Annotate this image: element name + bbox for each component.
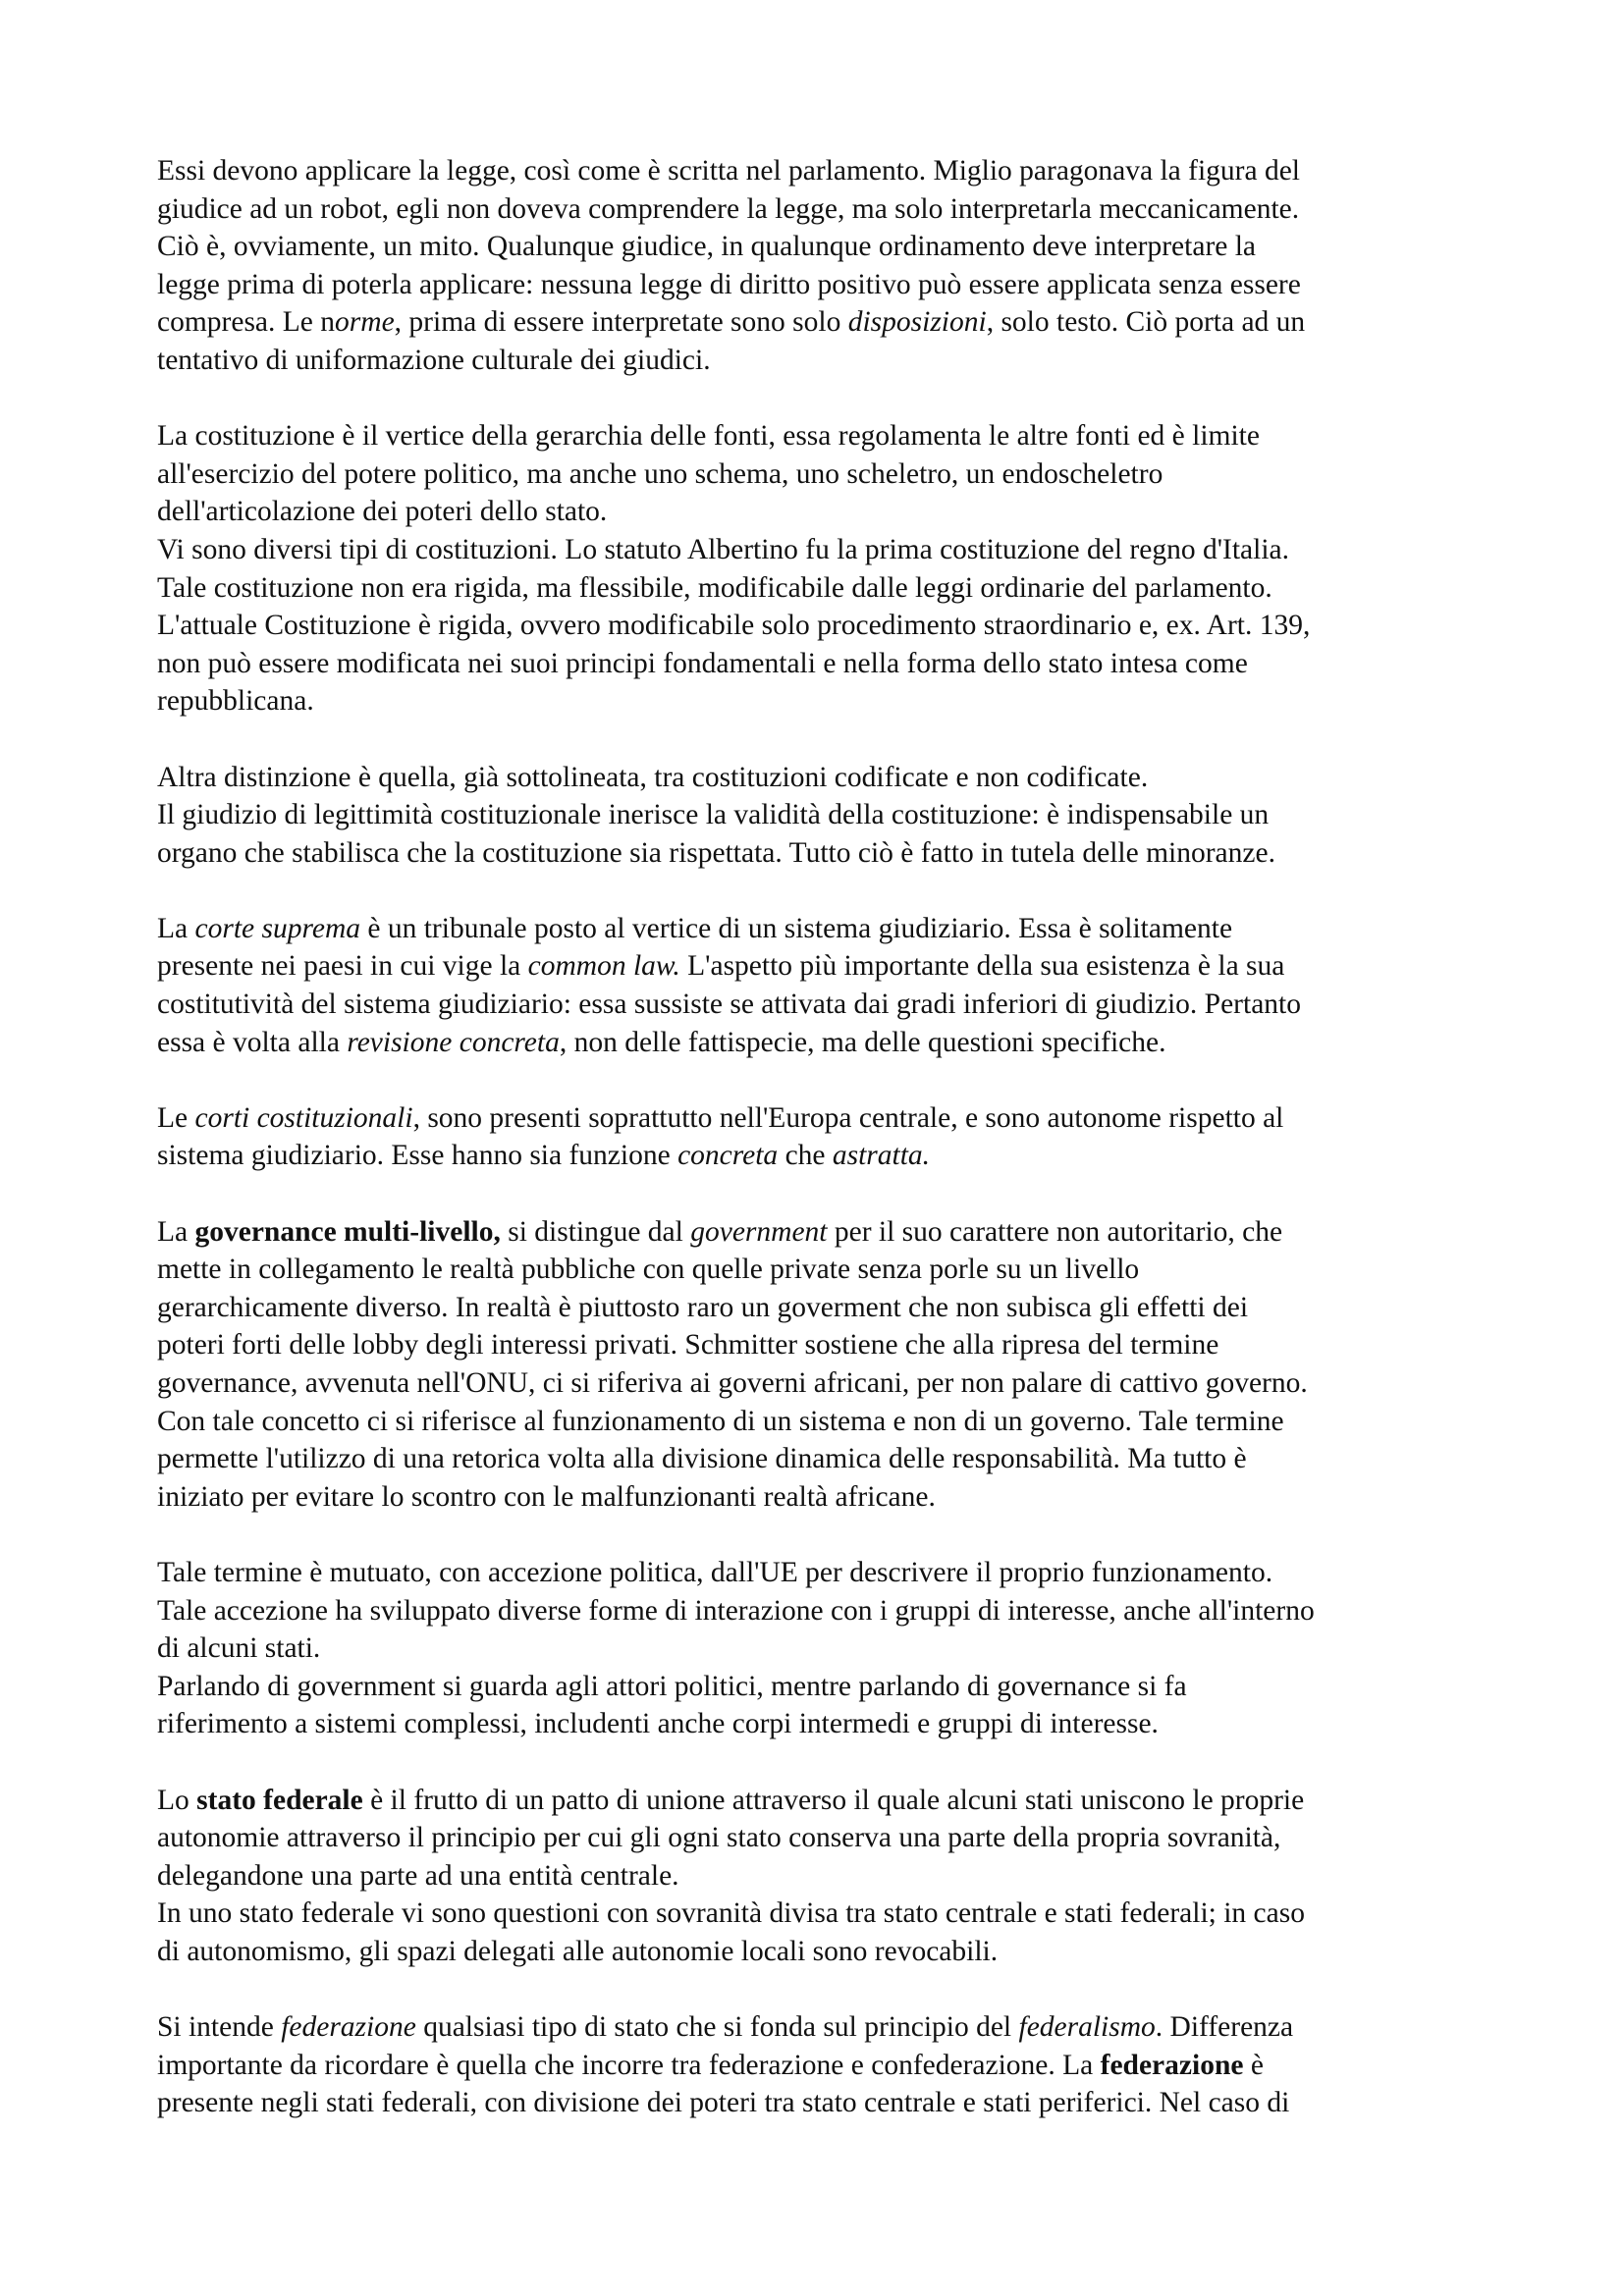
text-line [157, 1289, 1488, 1327]
text-run: permette l'utilizzo di una retorica volta alla divisione dinamica delle responsabilità. Ma tutto è [157, 1443, 1247, 1475]
text-run: Altra distinzione è quella, già sottolineata, tra costituzioni codificate e non codificate. [157, 761, 1149, 793]
text-run: Tale termine è mutuato, con accezione politica, dall'UE per descrivere il proprio funzionamento. [157, 1556, 1273, 1588]
text-line [157, 947, 1488, 986]
italic-term: federazione [281, 2011, 416, 2044]
text-line [157, 1137, 1488, 1175]
text-line [157, 493, 1488, 531]
paragraph-p9 [157, 2008, 1488, 2122]
text-line [157, 152, 1488, 190]
text-line [157, 1024, 1488, 1062]
text-run: non può essere modificata nei suoi principi fondamentali e nella forma dello stato intesa come [157, 647, 1248, 679]
text-run: è un tribunale posto al vertice di un sistema giudiziario. Essa è solitamente [360, 912, 1233, 944]
text-line [157, 682, 1488, 721]
text-run: delegandone una parte ad una entità centrale. [157, 1859, 679, 1892]
paragraph-p1 [157, 152, 1488, 380]
text-run: all'esercizio del potere politico, ma anche uno schema, uno scheletro, un endoscheletro [157, 457, 1163, 490]
text-line [157, 190, 1488, 229]
text-line [157, 1403, 1488, 1441]
text-run: Ciò è, ovviamente, un mito. Qualunque giudice, in qualunque ordinamento deve interpretare la [157, 231, 1257, 263]
text-line [157, 228, 1488, 266]
paragraph-p4 [157, 910, 1488, 1061]
paragraph-p8 [157, 1782, 1488, 1971]
text-run: costitutività del sistema giudiziario: essa sussiste se attivata dai gradi inferiori di giudizio. Pertanto [157, 988, 1301, 1021]
bold-term: governance multi-livello, [194, 1215, 501, 1248]
text-run: di alcuni stati. [157, 1632, 321, 1665]
text-line [157, 1099, 1488, 1138]
text-run: autonomie attraverso il principio per cui gli ogni stato conserva una parte della propria sovranità, [157, 1822, 1281, 1854]
text-line [157, 1326, 1488, 1364]
text-run: legge prima di poterla applicare: nessuna legge di diritto positivo può essere applicata senza essere [157, 268, 1301, 300]
italic-term: orme [335, 306, 395, 339]
text-line [157, 455, 1488, 494]
text-run: gerarchicamente diverso. In realtà è piuttosto raro un goverment che non subisca gli effetti dei [157, 1291, 1249, 1323]
text-run: importante da ricordare è quella che incorre tra federazione e confederazione. La [157, 2049, 1101, 2081]
italic-term: disposizioni [847, 306, 987, 339]
text-line [157, 607, 1488, 645]
text-run: Lo [157, 1784, 197, 1816]
text-run: L'attuale Costituzione è rigida, ovvero modificabile solo procedimento straordinario e, ex. Art. 139, [157, 610, 1311, 642]
paragraph-p3 [157, 759, 1488, 873]
text-run: Parlando di government si guarda agli attori politici, mentre parlando di governance si fa [157, 1670, 1187, 1702]
text-run: qualsiasi tipo di stato che si fonda sul principio del [415, 2011, 1019, 2044]
text-line [157, 1213, 1488, 1252]
text-line [157, 1251, 1488, 1289]
text-run: compresa. Le n [157, 306, 336, 339]
text-run: governance, avvenuta nell'ONU, ci si riferiva ai governi africani, per non palare di cattivo governo. [157, 1367, 1308, 1399]
text-run: poteri forti delle lobby degli interessi privati. Schmitter sostiene che alla ripresa del termine [157, 1329, 1219, 1362]
text-run: di autonomismo, gli spazi delegati alle autonomie locali sono revocabili. [157, 1935, 999, 1967]
text-line [157, 1478, 1488, 1517]
document-body [157, 152, 1488, 2122]
paragraph-p6 [157, 1213, 1488, 1517]
text-run: giudice ad un robot, egli non doveva comprendere la legge, ma solo interpretarla meccanicamente. [157, 192, 1300, 225]
text-line [157, 531, 1488, 569]
text-line [157, 645, 1488, 683]
text-run: Si intende [157, 2011, 282, 2044]
text-line [157, 2084, 1488, 2122]
text-run: che [778, 1140, 833, 1172]
text-run: è [1243, 2049, 1264, 2081]
paragraph-p2 [157, 417, 1488, 721]
text-run: La [157, 912, 195, 944]
text-run: Essi devono applicare la legge, così come è scritta nel parlamento. Miglio paragonava la figura del [157, 155, 1300, 187]
text-run: Con tale concetto ci si riferisce al funzionamento di un sistema e non di un governo. Tale termine [157, 1405, 1284, 1437]
text-line [157, 417, 1488, 455]
italic-term: revisione concreta [347, 1026, 560, 1058]
text-run: Tale accezione ha sviluppato diverse forme di interazione con i gruppi di interesse, anche all'interno [157, 1594, 1315, 1627]
text-run: La costituzione è il vertice della gerarchia delle fonti, essa regolamenta le altre fonti ed è limite [157, 420, 1260, 453]
text-run: presente negli stati federali, con divisione dei poteri tra stato centrale e stati periferici. Nel caso di [157, 2087, 1290, 2119]
text-run: presente nei paesi in cui vige la [157, 950, 528, 983]
italic-term: government [690, 1215, 828, 1248]
italic-term: concreta [677, 1140, 779, 1172]
text-run: sistema giudiziario. Esse hanno sia funzione [157, 1140, 678, 1172]
text-run: per il suo carattere non autoritario, che [827, 1215, 1283, 1248]
paragraph-p5 [157, 1099, 1488, 1175]
text-run: , solo testo. Ciò porta ad un [986, 306, 1306, 339]
text-line [157, 1668, 1488, 1706]
text-line [157, 1592, 1488, 1630]
text-line [157, 266, 1488, 304]
text-line [157, 759, 1488, 797]
text-run: Tale costituzione non era rigida, ma flessibile, modificabile dalle leggi ordinarie del parlamento. [157, 571, 1272, 604]
italic-term: corte suprema [194, 912, 361, 944]
text-run: organo che stabilisca che la costituzione sia rispettata. Tutto ciò è fatto in tutela delle minoranze. [157, 836, 1275, 869]
text-line [157, 569, 1488, 608]
paragraph-p7 [157, 1554, 1488, 1743]
text-line [157, 986, 1488, 1024]
text-line [157, 303, 1488, 342]
text-line [157, 1629, 1488, 1668]
text-run: La [157, 1215, 195, 1248]
text-line [157, 796, 1488, 834]
text-line [157, 1554, 1488, 1592]
text-run: Il giudizio di legittimità costituzionale inerisce la validità della costituzione: è indispensabile un [157, 799, 1270, 831]
italic-term: common law. [527, 950, 680, 983]
text-run: riferimento a sistemi complessi, includenti anche corpi intermedi e gruppi di interesse. [157, 1708, 1159, 1740]
text-run: tentativo di uniformazione culturale dei giudici. [157, 344, 711, 376]
text-run: è il frutto di un patto di unione attraverso il quale alcuni stati uniscono le proprie [362, 1784, 1305, 1816]
bold-term: stato federale [196, 1784, 363, 1816]
text-run: Le [157, 1101, 195, 1134]
text-run: . Differenza [1155, 2011, 1294, 2044]
text-run: iniziato per evitare lo scontro con le malfunzionanti realtà africane. [157, 1480, 936, 1513]
text-line [157, 342, 1488, 380]
italic-term: astratta. [832, 1140, 931, 1172]
italic-term: corti costituzionali [194, 1101, 413, 1134]
italic-term: federalismo [1018, 2011, 1156, 2044]
text-line [157, 1895, 1488, 1933]
bold-term: federazione [1100, 2049, 1244, 2081]
text-line [157, 910, 1488, 948]
text-run: In uno stato federale vi sono questioni con sovranità divisa tra stato centrale e stati federali; in caso [157, 1897, 1305, 1930]
text-line [157, 2047, 1488, 2085]
text-line [157, 1364, 1488, 1403]
text-line [157, 1782, 1488, 1820]
text-run: , prima di essere interpretate sono solo [394, 306, 848, 339]
text-run: si distingue dal [500, 1215, 691, 1248]
text-run: dell'articolazione dei poteri dello stato. [157, 496, 608, 528]
text-run: repubblicana. [157, 685, 314, 718]
text-line [157, 2008, 1488, 2047]
text-run: , non delle fattispecie, ma delle questioni specifiche. [559, 1026, 1166, 1058]
text-run: L'aspetto più importante della sua esistenza è la sua [679, 950, 1285, 983]
text-line [157, 1857, 1488, 1896]
text-line [157, 1440, 1488, 1478]
text-run: essa è volta alla [157, 1026, 348, 1058]
text-line [157, 834, 1488, 873]
text-line [157, 1933, 1488, 1971]
text-run: mette in collegamento le realtà pubbliche con quelle private senza porle su un livello [157, 1254, 1140, 1286]
text-line [157, 1705, 1488, 1743]
text-run: Vi sono diversi tipi di costituzioni. Lo statuto Albertino fu la prima costituzione del regno d'Italia. [157, 533, 1290, 565]
text-run: , sono presenti soprattutto nell'Europa centrale, e sono autonome rispetto al [412, 1101, 1284, 1134]
text-line [157, 1819, 1488, 1857]
